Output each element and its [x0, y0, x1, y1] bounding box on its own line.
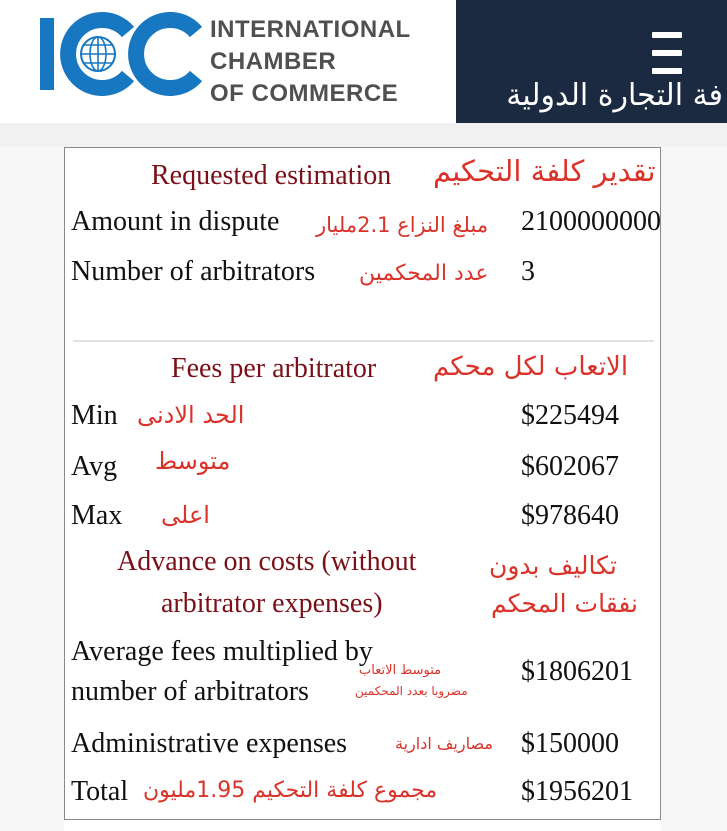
fee-max-value: $978640 — [521, 500, 619, 531]
fee-min-value: $225494 — [521, 400, 619, 431]
number-of-arbitrators-label-ar: عدد المحكمين — [359, 261, 489, 286]
fees-per-arbitrator-title: Fees per arbitrator — [171, 353, 377, 384]
fee-min-label: Min — [71, 400, 118, 431]
site-header — [0, 0, 727, 123]
total-value: $1956201 — [521, 776, 633, 807]
header-spacer — [0, 123, 727, 147]
number-of-arbitrators-value: 3 — [521, 256, 535, 287]
fees-per-arbitrator-title-ar: الاتعاب لكل محكم — [433, 352, 629, 382]
org-name-line2: CHAMBER — [210, 48, 337, 75]
cost-estimation-table — [64, 147, 661, 820]
fee-avg-value: $602067 — [521, 451, 619, 482]
page-margin-right — [661, 147, 727, 831]
administrative-expenses-value: $150000 — [521, 728, 619, 759]
average-fees-value: $1806201 — [521, 656, 633, 687]
amount-in-dispute-label: Amount in dispute — [71, 206, 280, 237]
header-nav-panel — [456, 0, 727, 123]
requested-estimation-title: Requested estimation — [151, 160, 392, 191]
average-fees-label-line1: Average fees multiplied by — [71, 636, 373, 667]
organization-name — [210, 14, 411, 110]
page-margin-left — [0, 147, 64, 831]
average-fees-label-ar-line2: مضروبا بعدد المحكمين — [355, 684, 468, 698]
arabic-site-title: فة التجارة الدولية — [506, 78, 723, 113]
advance-on-costs-title-line2: arbitrator expenses) — [161, 588, 383, 619]
administrative-expenses-label: Administrative expenses — [71, 728, 348, 759]
advance-on-costs-title-line1: Advance on costs (without — [117, 546, 417, 577]
fee-avg-label-ar: متوسط — [155, 447, 231, 475]
fee-max-label: Max — [71, 500, 123, 531]
icc-logo[interactable] — [38, 12, 203, 96]
total-label: Total — [71, 776, 129, 807]
administrative-expenses-label-ar: مصاريف ادارية — [395, 734, 493, 753]
hamburger-icon[interactable] — [652, 32, 682, 78]
section-divider — [73, 340, 654, 342]
fee-min-label-ar: الحد الادنى — [137, 401, 245, 429]
requested-estimation-title-ar: تقدير كلفة التحكيم — [433, 154, 656, 188]
org-name-line1: INTERNATIONAL — [210, 16, 411, 43]
total-label-ar: مجموع كلفة التحكيم 1.95مليون — [143, 778, 438, 803]
advance-on-costs-title-ar-line2: نفقات المحكم — [491, 589, 638, 618]
amount-in-dispute-value: 2100000000 — [521, 206, 661, 237]
average-fees-label-ar-line1: متوسط الاتعاب — [359, 663, 442, 678]
fee-max-label-ar: اعلى — [161, 501, 210, 529]
amount-in-dispute-label-ar: مبلغ النزاع 2.1مليار — [316, 213, 489, 237]
number-of-arbitrators-label: Number of arbitrators — [71, 256, 316, 287]
average-fees-label-line2: number of arbitrators — [71, 676, 309, 707]
advance-on-costs-title-ar-line1: تكاليف بدون — [489, 551, 617, 580]
org-name-line3: OF COMMERCE — [210, 80, 399, 107]
fee-avg-label: Avg — [71, 451, 118, 482]
